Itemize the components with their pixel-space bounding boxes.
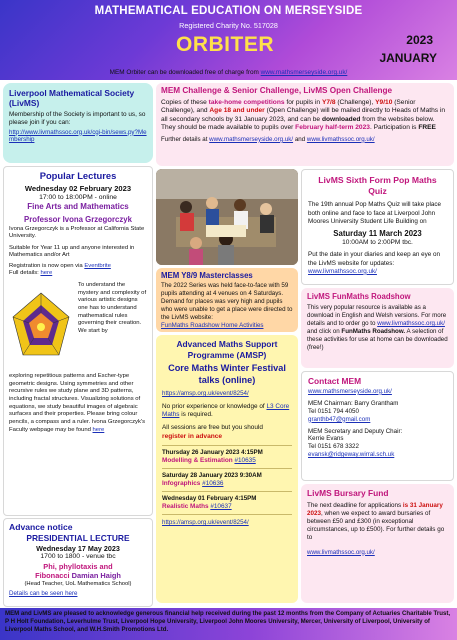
- livms-title: Liverpool Mathematical Society (LivMS): [9, 88, 135, 109]
- mem-website-link[interactable]: www.mathsmerseyside.org.uk/: [260, 69, 348, 76]
- roadshow-text-2: and click on: [307, 327, 340, 335]
- roadshow-box: [301, 288, 454, 368]
- presidential-time: 1700 to 1800 - venue tbc: [40, 552, 116, 560]
- roadshow-home-activities-link[interactable]: FunMaths Roadshow Home Activities: [161, 321, 264, 329]
- bursary-text-2: , when we expect to award bursaries of between £50 and £300 (in exceptional circumstances, up to £500). For further details go to: [307, 509, 445, 542]
- presidential-topic: Phi, phyllotaxis and: [43, 561, 113, 571]
- full-details-text: Full details:: [9, 270, 39, 277]
- roadshow-livms-link[interactable]: www.livmathssoc.org.uk/: [377, 319, 445, 327]
- download-notice: [0, 69, 457, 76]
- session-item: [162, 491, 292, 515]
- presidential-date: Wednesday 17 May 2023: [36, 543, 120, 553]
- presidential-details-link[interactable]: Details can be seen here: [9, 590, 78, 597]
- presidential-heading: PRESIDENTIAL LECTURE: [26, 533, 130, 543]
- c-downloaded: downloaded: [321, 115, 361, 123]
- c-text-4: (Senior Challenge), and: [161, 98, 416, 115]
- session-name: Modelling & Estimation: [162, 456, 233, 464]
- c-text-2: for pupils in: [286, 98, 321, 106]
- lecture-date: Wednesday 02 February 2023: [24, 184, 132, 194]
- contact-title: Contact MEM: [308, 376, 362, 386]
- session-date: Saturday 28 January 2023 9:30AM: [162, 472, 262, 480]
- download-text: MEM Orbiter can be downloaded free of charge from: [109, 69, 259, 76]
- c-further: Further details at: [161, 135, 208, 143]
- session-date: Wednesday 01 February 4:15PM: [162, 495, 257, 503]
- bursary-title: LivMS Bursary Fund: [307, 488, 389, 498]
- advance-title: Advance notice: [9, 522, 73, 532]
- c-text-7: . Participation is: [369, 124, 417, 132]
- contact-mem-link[interactable]: www.mathsmerseyside.org.uk/: [308, 387, 392, 395]
- quiz-date: Saturday 11 March 2023: [333, 228, 422, 238]
- masterclasses-title: MEM Y8/9 Masterclasses: [161, 271, 253, 280]
- roadshow-text-1: This very popular resource is available as a download in English and Welsh versions. For more details and to order go to: [307, 303, 447, 327]
- secretary-role: MEM Secretary and Deputy Chair:: [308, 427, 403, 435]
- session-code-link[interactable]: #10637: [210, 503, 232, 511]
- presidential-speaker-line: [9, 571, 147, 580]
- amsp-box: [156, 335, 298, 603]
- lecture-speaker: Professor Ivona Grzegorczyk: [24, 214, 132, 224]
- lectures-box: [3, 166, 153, 516]
- amsp-free: All sessions are free but you should: [162, 424, 263, 432]
- chairman-email-link[interactable]: granthb47@gmail.com: [308, 415, 371, 423]
- issue-month: JANUARY: [379, 51, 437, 65]
- secretary-name: Kerrie Evans: [308, 435, 344, 443]
- full-details-line: [9, 270, 147, 278]
- classroom-photo-icon: [156, 169, 298, 265]
- challenge-box: [156, 83, 454, 166]
- c-takehome: take-home competitions: [208, 98, 285, 106]
- amsp-title: Advanced Maths Support Programme (AMSP): [176, 339, 278, 360]
- faculty-page-link[interactable]: here: [92, 426, 105, 433]
- header-banner: [0, 0, 457, 80]
- speaker-role: (Head Teacher, UoL Mathematics School): [24, 580, 132, 587]
- registration-text: Registration is now open via: [9, 262, 83, 269]
- c-text-1: Copies of these: [161, 98, 207, 106]
- masterclasses-box: [156, 268, 298, 332]
- c-y78: Y7/8: [321, 98, 336, 106]
- session-date: Thursday 26 January 2023 4:15PM: [162, 448, 263, 456]
- challenge-links: [161, 136, 449, 144]
- footer-acknowledgement: MEM and LivMS are pleased to acknowledge generous financial help received during the past 12 months from the Company of Actuaries Charitable Trust, P H Holt Foundation, Leverhulme Trust, Liverpool Hope University, Liverpool John Moores University, Mercer, University of Liverpool, University of Liverpool Maths School, and W.H.Smith Promotions Ltd.: [5, 610, 451, 633]
- bursary-box: [301, 484, 454, 603]
- orbiter-title: ORBITER: [176, 33, 274, 56]
- challenge-livms-link[interactable]: www.livmathssoc.org.uk/: [306, 135, 375, 143]
- presidential-topic-2: Fibonacci: [35, 571, 70, 581]
- sixthform-livms-link[interactable]: www.livmathssoc.org.uk/: [308, 267, 377, 275]
- amsp-prior-text: No prior experience or knowledge of: [162, 402, 265, 410]
- sixthform-text: The 19th annual Pop Maths Quiz will take place both online and face to face at Liverpool John Moores University Student Life Building on: [308, 201, 442, 225]
- masterclass-photo: [156, 169, 298, 265]
- challenge-title: MEM Challenge & Senior Challenge, LivMS Open Challenge: [161, 86, 393, 95]
- sixthform-title: LivMS Sixth Form Pop Maths Quiz: [318, 175, 437, 196]
- lecture-topic: Fine Arts and Mathematics: [27, 202, 129, 212]
- roadshow-title: LivMS FunMaths Roadshow: [307, 292, 411, 301]
- issue-year: 2023: [406, 33, 433, 47]
- lecture-description-right: To understand the mystery and complexity of various artistic designs one has to understand mathematical rules governing their creation. We start by: [78, 281, 147, 334]
- footer-banner: [0, 608, 457, 640]
- masthead-title: MATHEMATICAL EDUCATION ON MERSEYSIDE: [94, 5, 363, 17]
- sixthform-box: [301, 169, 454, 285]
- livms-membership-link[interactable]: http://www.livmathssoc.org.uk/cgi-bin/sews.py?Membership: [9, 128, 147, 144]
- roadshow-text-3: A selection of these activities for use at home can be downloaded (free!): [307, 327, 448, 351]
- eventbrite-link[interactable]: Eventbrite: [84, 262, 111, 269]
- roadshow-bold: FunMaths Roadshow.: [341, 327, 406, 335]
- lecture-description-text: exploring repetitious patterns and Escher-type geometric designs. Using symmetries and other recursive rules we study plane and 3D patterns, including fractal structures. Visualizing solutions of equations, we study beautiful images of algebraic surfaces and their properties. Please bring colour pencils, a compass and a ruler. Ivona Grzegorczyk's Faculty webpage may be found: [9, 372, 146, 433]
- secretary-tel: Tel 0151 678 3322: [308, 443, 359, 451]
- bursary-text: [307, 502, 448, 543]
- sixthform-text-2: [308, 251, 447, 276]
- amsp-event-link-2[interactable]: https://amsp.org.uk/event/8254/: [162, 519, 249, 527]
- amsp-prior: [162, 403, 292, 419]
- c-halfterm: February half-term 2023: [295, 124, 370, 132]
- chairman-tel: Tel 0151 794 4050: [308, 407, 359, 415]
- livms-box: [3, 83, 153, 163]
- session-code-link[interactable]: #10635: [234, 456, 256, 464]
- challenge-text: [161, 99, 449, 133]
- fractal-art-image: [9, 282, 74, 372]
- amsp-prior-end: is required.: [181, 411, 213, 419]
- c-age: Age 18 and under: [209, 107, 265, 115]
- amsp-event-link-1[interactable]: https://amsp.org.uk/event/8254/: [162, 390, 249, 397]
- advance-notice-box: [3, 518, 153, 607]
- session-name: Realistic Maths: [162, 503, 209, 511]
- c-and: and: [294, 135, 306, 143]
- lectures-title: Popular Lectures: [39, 170, 117, 181]
- masterclasses-text: The 2022 Series was held face-to-face with 59 pupils attending at 4 venues on 4 Saturdays. Demand for places was very high and pupils who were unable to get a place were directed to the LivMS website:: [161, 281, 293, 321]
- full-details-link[interactable]: here: [40, 270, 53, 277]
- challenge-mem-link[interactable]: www.mathsmerseyside.org.uk/: [209, 135, 294, 143]
- lecture-time: 17:00 to 18:00PM - online: [39, 193, 117, 201]
- amsp-register: register in advance: [162, 432, 223, 440]
- bursary-text-1: The next deadline for applications: [307, 501, 402, 509]
- c-y910: Y9/10: [375, 98, 393, 106]
- session-name: Infographics: [162, 480, 201, 487]
- livms-text: Membership of the Society is important to us, so please join if you can:: [9, 111, 146, 127]
- bursary-deadline: is 31 January 2023: [307, 501, 443, 517]
- sixthform-updates-text: Put the date in your diaries and keep an eye on the LivMS website for updates:: [308, 251, 440, 267]
- c-text-3: (Challenge),: [337, 98, 374, 106]
- l3-core-maths-link[interactable]: L3 Core Maths: [162, 402, 290, 419]
- registration-line: [9, 263, 147, 271]
- chairman: MEM Chairman: Barry Grantham: [308, 399, 399, 407]
- roadshow-text: [307, 304, 448, 352]
- session-item: [162, 468, 292, 491]
- speaker-bio: Ivona Grzegorczyk is a Professor at California State University.: [9, 225, 145, 240]
- session-code-link[interactable]: #10636: [202, 480, 224, 487]
- charity-number: Registered Charity No. 517028: [179, 21, 278, 30]
- c-text-5: (Open Challenge) will be mailed directly to Heads of Maths in all secondary schools by 31 January 2023, and can be: [161, 107, 446, 123]
- lecture-description: [9, 373, 147, 434]
- c-text-6: from the websites below. They should be made available to pupils over: [161, 115, 435, 132]
- bursary-livms-link[interactable]: www.livmathssoc.org.uk/: [307, 548, 375, 556]
- amsp-festival: Core Maths Winter Festival talks (online): [168, 363, 286, 385]
- contact-box: [301, 371, 454, 481]
- amsp-sessions: [162, 445, 292, 515]
- quiz-time: 10:00AM to 2:00PM tbc.: [342, 238, 413, 246]
- session-item: [162, 445, 292, 468]
- secretary-email-link[interactable]: evansk@ridgeway.wirral.sch.uk: [308, 451, 395, 459]
- presidential-speaker: Damian Haigh: [71, 571, 121, 581]
- c-free: FREE: [418, 124, 436, 132]
- fractal-shape-icon: [9, 282, 74, 372]
- lecture-suitability: Suitable for Year 11 up and anyone interested in Mathematics and/or Art: [9, 244, 135, 259]
